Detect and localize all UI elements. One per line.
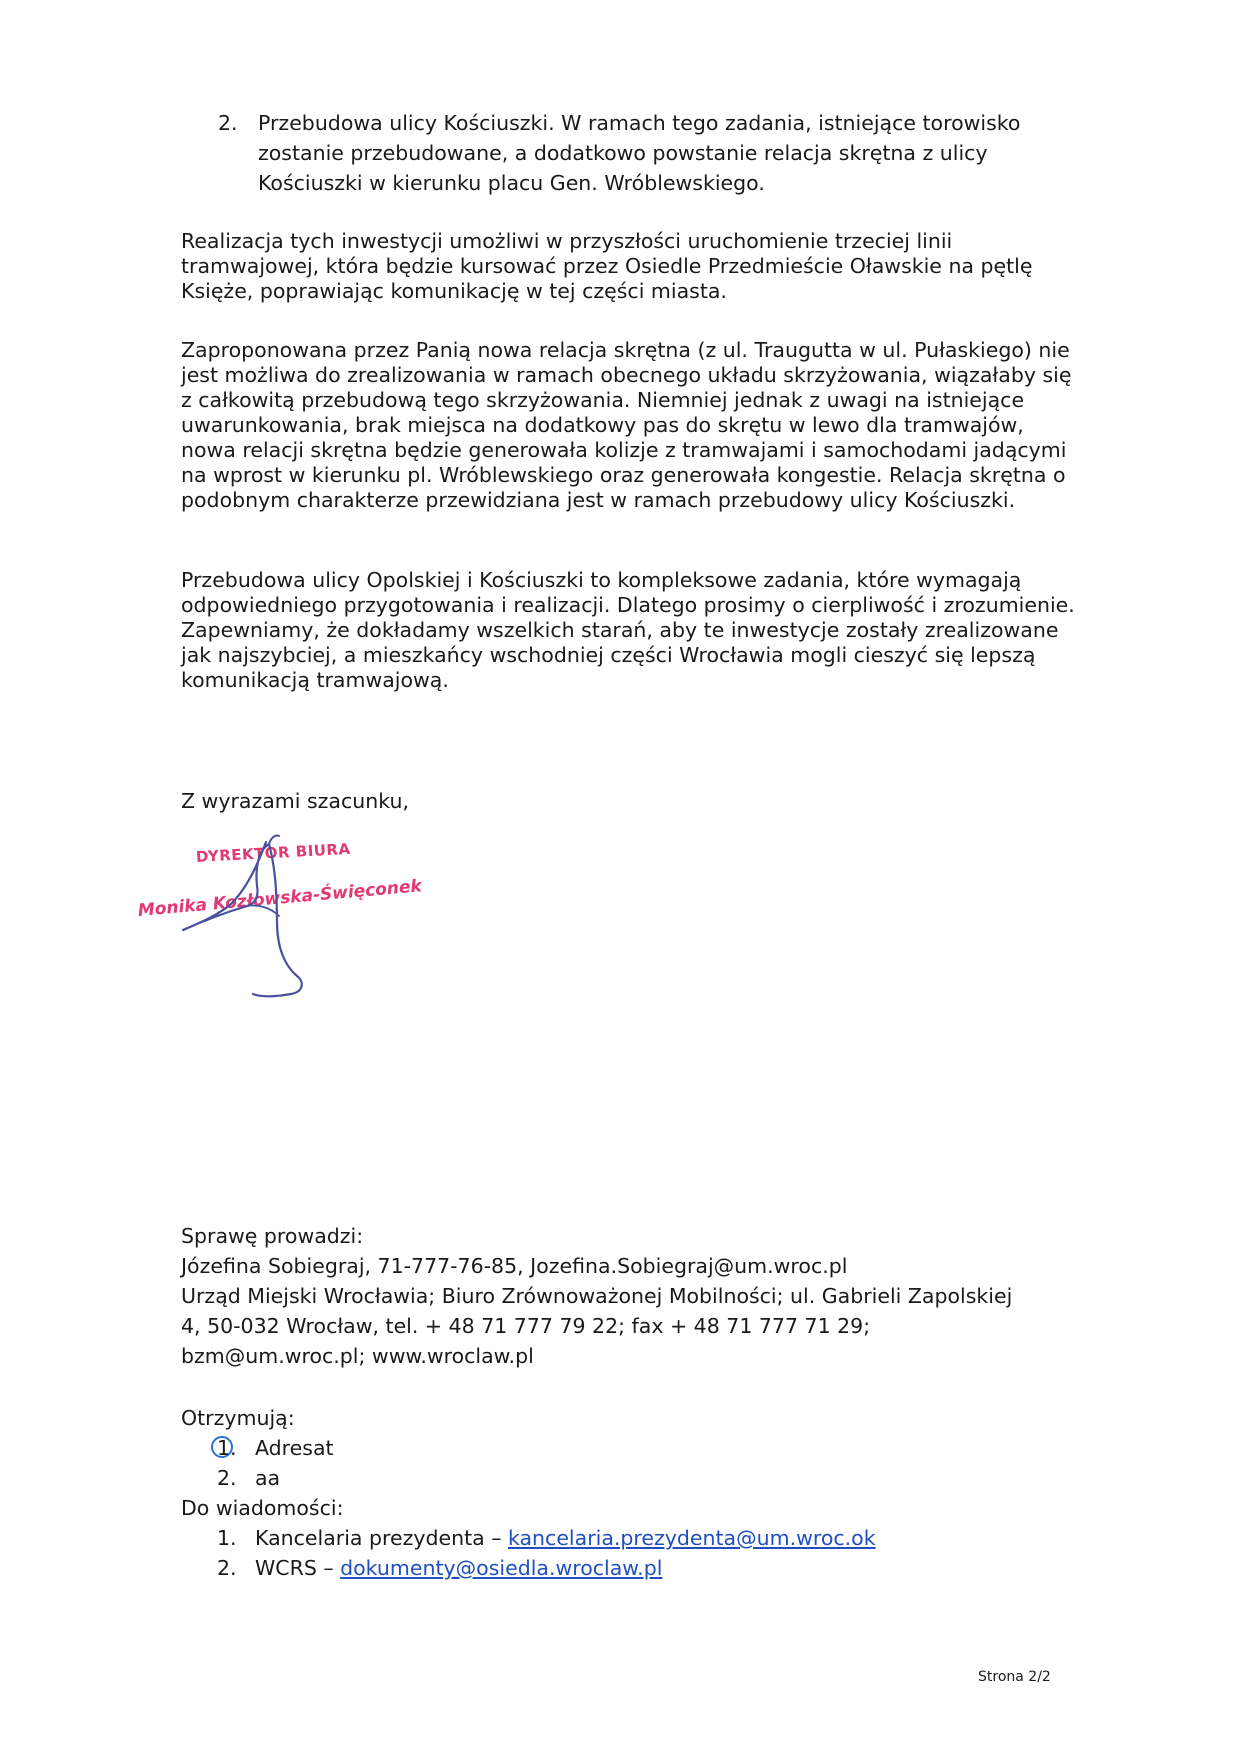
recipient-item — [181, 1463, 1081, 1493]
contact-line: bzm@um.wroc.pl; www.wroclaw.pl — [181, 1344, 534, 1368]
list-item-text: Przebudowa ulicy Kościuszki. W ramach tego zadania, istniejące torowisko zostanie przebudowane, a dodatkowo powstanie relacja skrętna z ulicy Kościuszki w kierunku placu Gen. Wróblewskiego. — [258, 111, 1021, 195]
closing-greeting: Z wyrazami szacunku, — [181, 789, 409, 813]
list-number: 1. — [217, 1436, 237, 1460]
cc-item — [181, 1553, 1081, 1583]
signature-stamp — [135, 826, 455, 1006]
paragraph-investment: Realizacja tych inwestycji umożliwi w przyszłości uruchomienie trzeciej linii tramwajowej, która będzie kursować przez Osiedle Przedmieście Oławskie na pętlę Księże, poprawiając komunikację w tej części miasta. — [181, 229, 1033, 303]
handwritten-signature — [135, 826, 455, 1006]
contact-line: Józefina Sobiegraj, 71-777-76-85, Jozefina.Sobiegraj@um.wroc.pl — [181, 1254, 848, 1278]
list-number: 1. — [217, 1526, 237, 1550]
stamp-name: Monika Kozłowska-Święconek — [137, 876, 423, 921]
distribution-block — [181, 1403, 1081, 1583]
recipient-name: aa — [255, 1466, 281, 1490]
numbered-list-item — [218, 108, 1058, 198]
list-number: 2. — [218, 111, 238, 135]
page-number: Strona 2/2 — [978, 1669, 1051, 1685]
case-officer-block — [181, 1221, 1081, 1371]
recipient-item — [181, 1433, 1081, 1463]
contact-line: Urząd Miejski Wrocławia; Biuro Zrównoważonej Mobilności; ul. Gabrieli Zapolskiej — [181, 1284, 1013, 1308]
paragraph-turn-relation: Zaproponowana przez Panią nowa relacja skrętna (z ul. Traugutta w ul. Pułaskiego) nie jest możliwa do zrealizowania w ramach obecnego układu skrzyżowania, wiązałaby się z całkowitą przebudową tego skrzyżowania. Niemniej jednak z uwagi na istniejące uwarunkowania, brak miejsca na dodatkowy pas do skrętu w lewo dla tramwajów, nowa relacji skrętna będzie generowała kolizje z tramwajami i samochodami jadącymi na wprost w kierunku pl. Wróblewskiego oraz generowała kongestie. Relacja skrętna o podobnym charakterze przewidziana jest w ramach przebudowy ulicy Kościuszki. — [181, 338, 1072, 512]
cc-email-link[interactable]: dokumenty@osiedla.wroclaw.pl — [340, 1556, 663, 1580]
cc-item — [181, 1523, 1081, 1553]
cc-name: Kancelaria prezydenta – — [255, 1526, 508, 1550]
list-number: 2. — [217, 1466, 237, 1490]
paragraph-reconstruction: Przebudowa ulicy Opolskiej i Kościuszki to kompleksowe zadania, które wymagają odpowiedniego przygotowania i realizacji. Dlatego prosimy o cierpliwość i zrozumienie. Zapewniamy, że dokładamy wszelkich starań, aby te inwestycje zostały zrealizowane jak najszybciej, a mieszkańcy wschodniej części Wrocławia mogli cieszyć się lepszą komunikacją tramwajową. — [181, 568, 1075, 692]
recipient-name: Adresat — [255, 1436, 334, 1460]
stamp-title: DYREKTOR BIURA — [195, 839, 352, 866]
cc-email-link[interactable]: kancelaria.prezydenta@um.wroc.ok — [507, 1526, 876, 1550]
recipients-label: Otrzymują: — [181, 1406, 295, 1430]
list-number: 2. — [217, 1556, 237, 1580]
case-officer-label: Sprawę prowadzi: — [181, 1224, 364, 1248]
contact-line: 4, 50-032 Wrocław, tel. + 48 71 777 79 22; fax + 48 71 777 71 29; — [181, 1314, 871, 1338]
cc-name: WCRS – — [255, 1556, 341, 1580]
cc-label: Do wiadomości: — [181, 1496, 344, 1520]
